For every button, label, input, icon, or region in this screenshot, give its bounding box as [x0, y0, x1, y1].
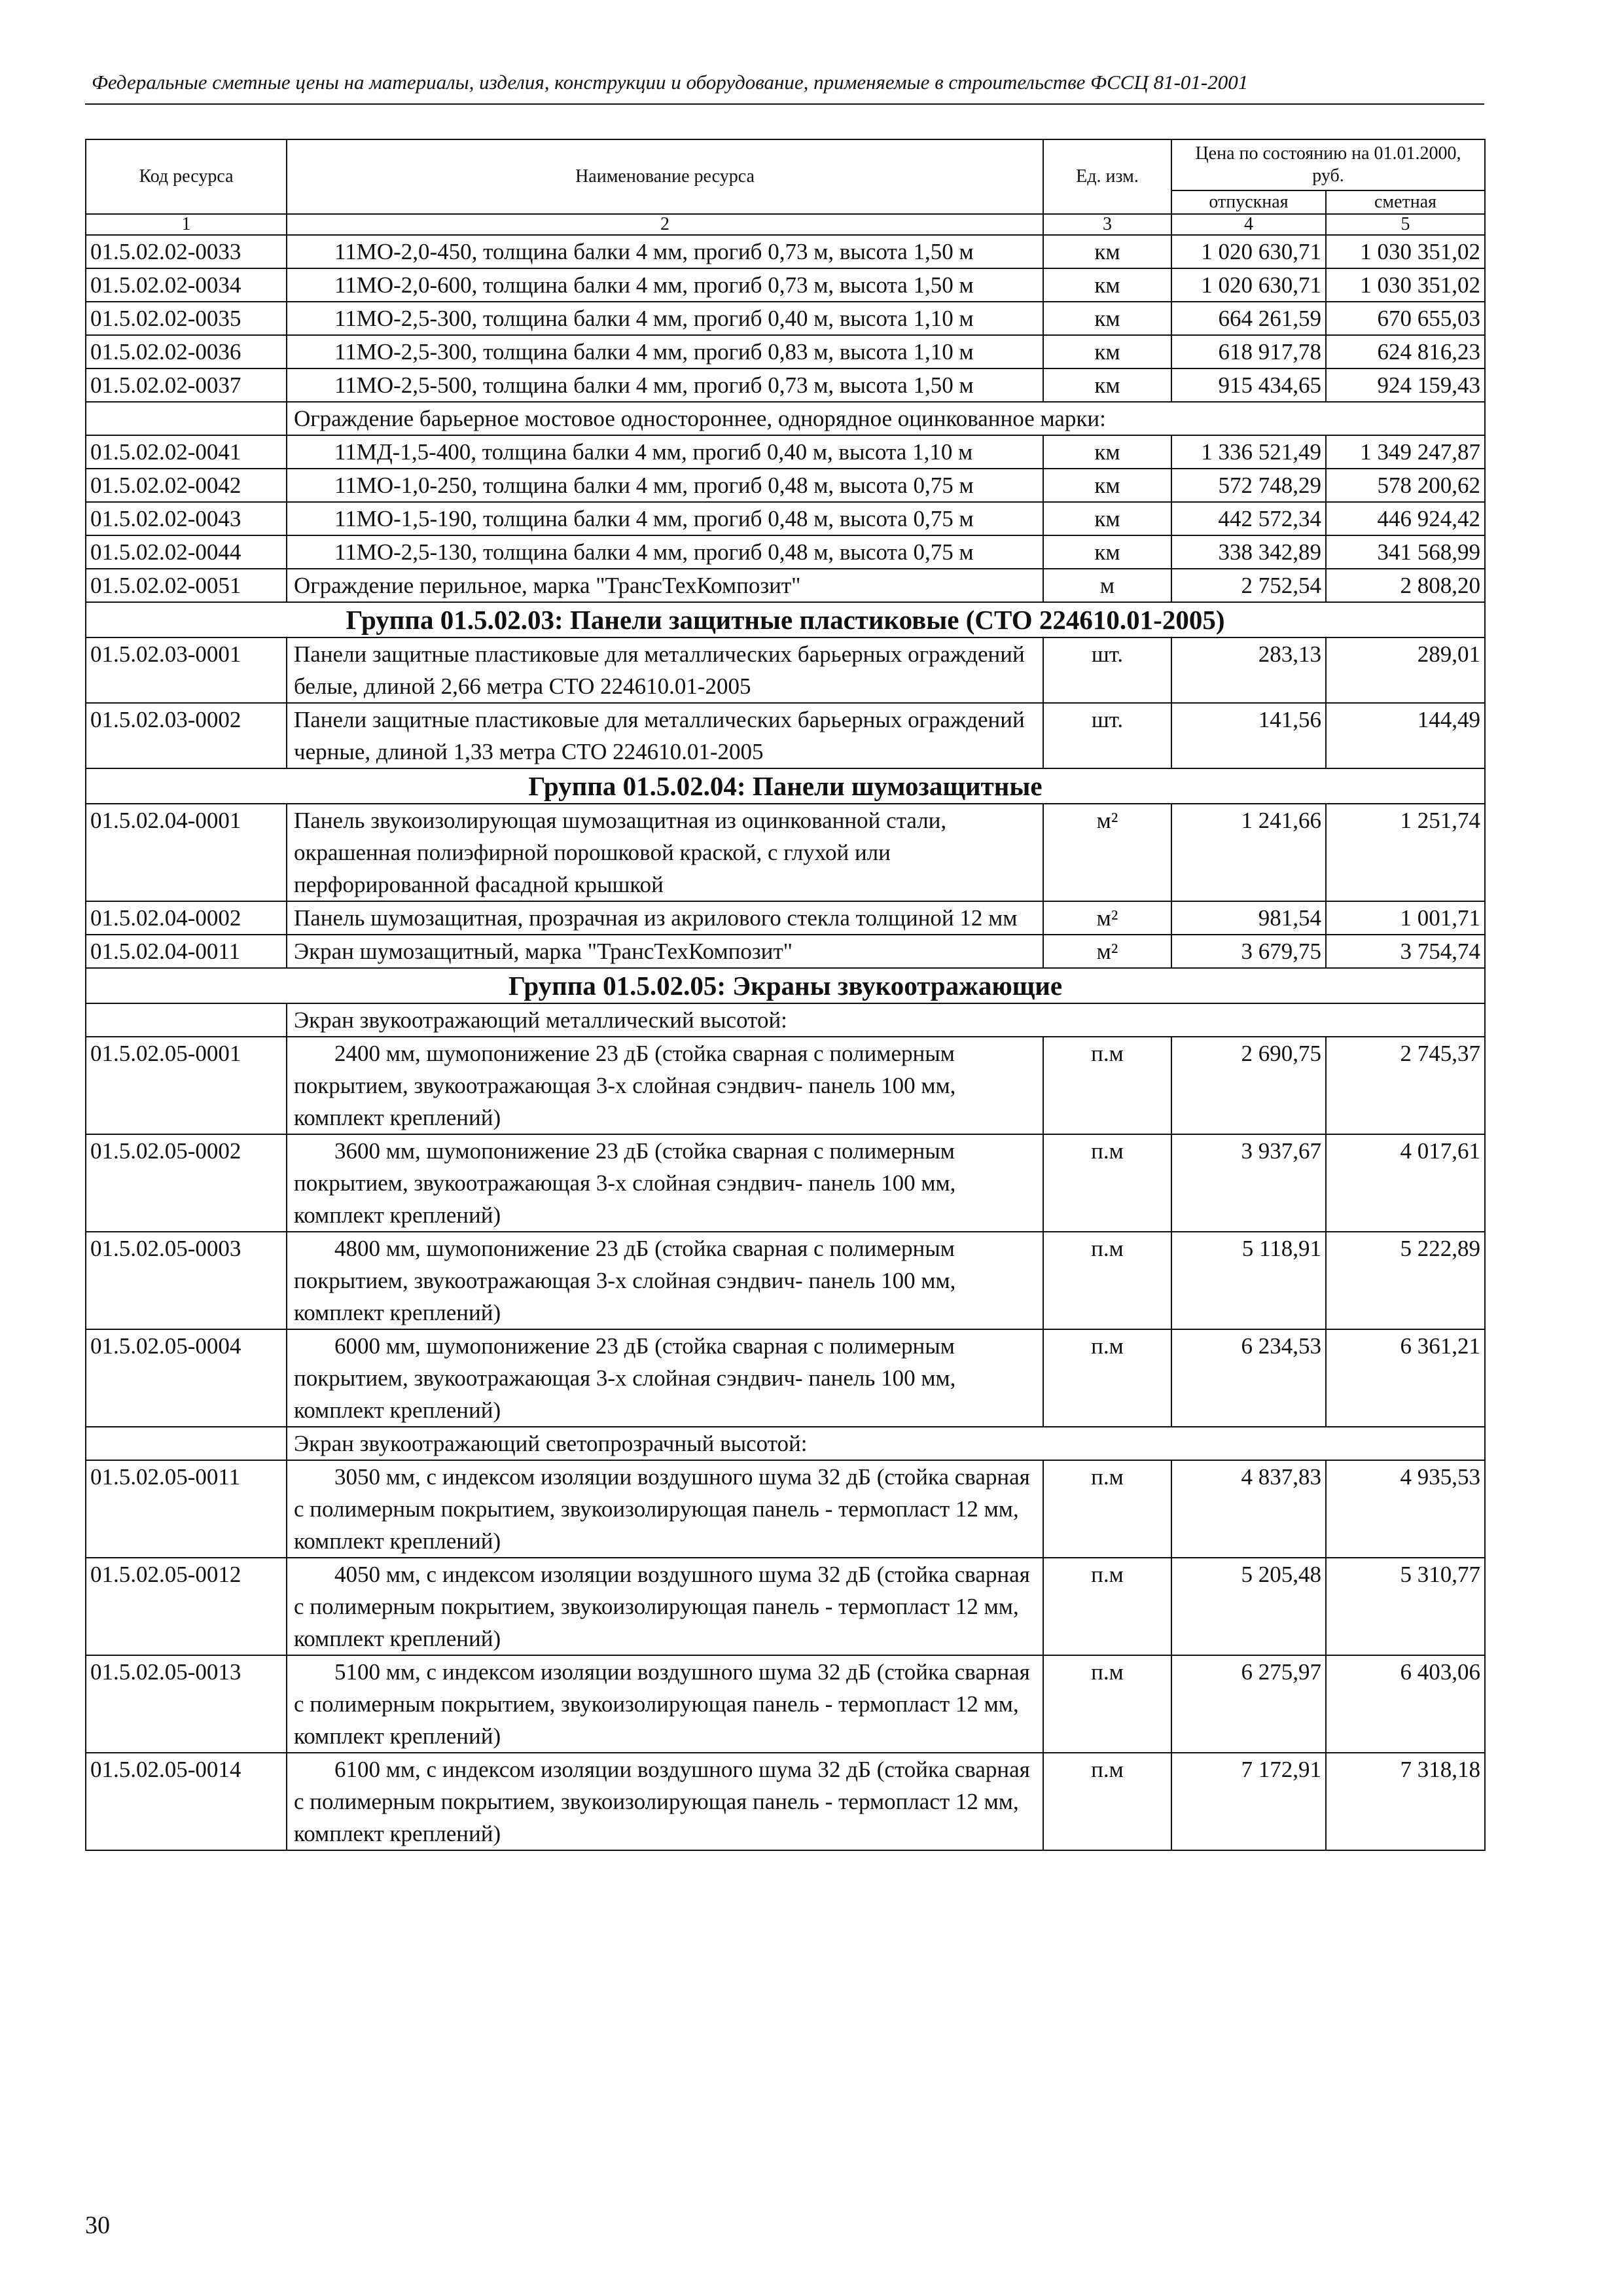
column-numbers-row: [86, 214, 1485, 235]
table-row: [86, 637, 1485, 703]
table-row: [86, 1134, 1485, 1232]
resource-name-text: Панель звукоизолирующая шумозащитная из оцинкованной стали, окрашенная полиэфирной порошковой краской, с глухой или перфорированной фасадной крышкой: [294, 808, 947, 897]
resource-name: [287, 268, 1043, 302]
unit-of-measure: п.м: [1043, 1655, 1171, 1753]
column-number: 4: [1171, 214, 1326, 235]
estimate-price: 578 200,62: [1326, 469, 1485, 502]
resource-name: [287, 935, 1043, 968]
resource-name-text: Экран шумозащитный, марка "ТрансТехКомпозит": [294, 939, 793, 964]
release-price: 3 937,67: [1171, 1134, 1326, 1232]
header-name: Наименование ресурса: [287, 139, 1043, 214]
resource-name: [287, 901, 1043, 935]
unit-of-measure: км: [1043, 268, 1171, 302]
estimate-price: 5 310,77: [1326, 1558, 1485, 1655]
release-price: 664 261,59: [1171, 302, 1326, 335]
resource-code: 01.5.02.03-0001: [86, 637, 287, 703]
table-row: [86, 235, 1485, 268]
resource-name: [287, 1134, 1043, 1232]
release-price: 1 020 630,71: [1171, 268, 1326, 302]
page-number: 30: [85, 2212, 110, 2239]
table-row: [86, 804, 1485, 901]
subheader-text: Экран звукоотражающий светопрозрачный высотой:: [287, 1427, 1485, 1460]
table-row: [86, 368, 1485, 402]
resource-code: 01.5.02.02-0044: [86, 535, 287, 569]
resource-code: 01.5.02.05-0004: [86, 1329, 287, 1427]
resource-name-text: Ограждение перильное, марка "ТрансТехКомпозит": [294, 573, 801, 598]
subheader-text: Ограждение барьерное мостовое одностороннее, однорядное оцинкованное марки:: [287, 402, 1485, 435]
table-row: [86, 469, 1485, 502]
subheader-spacer: [86, 402, 287, 435]
release-price: 6 234,53: [1171, 1329, 1326, 1427]
estimate-price: 624 816,23: [1326, 335, 1485, 368]
resource-name: [287, 235, 1043, 268]
estimate-price: 3 754,74: [1326, 935, 1485, 968]
resource-code: 01.5.02.02-0035: [86, 302, 287, 335]
table-row: [86, 569, 1485, 602]
release-price: 981,54: [1171, 901, 1326, 935]
group-header-row: [86, 768, 1485, 804]
resource-code: 01.5.02.02-0034: [86, 268, 287, 302]
table-row: [86, 335, 1485, 368]
estimate-price: 6 361,21: [1326, 1329, 1485, 1427]
subheader-row: [86, 1003, 1485, 1037]
estimate-price: 5 222,89: [1326, 1232, 1485, 1329]
release-price: 5 118,91: [1171, 1232, 1326, 1329]
resource-name: [287, 1329, 1043, 1427]
estimate-price: 1 001,71: [1326, 901, 1485, 935]
resource-name-text: 4050 мм, с индексом изоляции воздушного шума 32 дБ (стойка сварная с полимерным покрытием, звукоизолирующая панель - термопласт 12 мм, комплект креплений): [294, 1562, 1030, 1651]
resource-code: 01.5.02.05-0003: [86, 1232, 287, 1329]
unit-of-measure: км: [1043, 535, 1171, 569]
group-header-row: [86, 968, 1485, 1003]
unit-of-measure: шт.: [1043, 703, 1171, 768]
unit-of-measure: км: [1043, 302, 1171, 335]
estimate-price: 1 030 351,02: [1326, 235, 1485, 268]
resource-name: [287, 368, 1043, 402]
resource-name: [287, 637, 1043, 703]
unit-of-measure: п.м: [1043, 1037, 1171, 1134]
release-price: 1 020 630,71: [1171, 235, 1326, 268]
resource-name: [287, 804, 1043, 901]
resource-code: 01.5.02.05-0002: [86, 1134, 287, 1232]
unit-of-measure: км: [1043, 335, 1171, 368]
group-header-row: [86, 602, 1485, 637]
running-header: Федеральные сметные цены на материалы, изделия, конструкции и оборудование, применяемые в строительстве ФССЦ 81-01-2001: [92, 71, 1249, 94]
estimate-price: 446 924,42: [1326, 502, 1485, 535]
estimate-price: 144,49: [1326, 703, 1485, 768]
release-price: 4 837,83: [1171, 1460, 1326, 1558]
table-row: [86, 901, 1485, 935]
estimate-price: 1 349 247,87: [1326, 435, 1485, 469]
unit-of-measure: м²: [1043, 804, 1171, 901]
resource-name: [287, 1232, 1043, 1329]
resource-name-text: 11МО-2,5-130, толщина балки 4 мм, прогиб 0,48 м, высота 0,75 м: [334, 539, 974, 565]
header-unit: Ед. изм.: [1043, 139, 1171, 214]
unit-of-measure: п.м: [1043, 1460, 1171, 1558]
resource-code: 01.5.02.02-0033: [86, 235, 287, 268]
resource-name-text: 11МД-1,5-400, толщина балки 4 мм, прогиб 0,40 м, высота 1,10 м: [334, 439, 973, 465]
column-number: 5: [1326, 214, 1485, 235]
table-row: [86, 1232, 1485, 1329]
resource-name: [287, 535, 1043, 569]
release-price: 7 172,91: [1171, 1753, 1326, 1850]
unit-of-measure: шт.: [1043, 637, 1171, 703]
resource-code: 01.5.02.02-0036: [86, 335, 287, 368]
resource-code: 01.5.02.02-0041: [86, 435, 287, 469]
unit-of-measure: км: [1043, 502, 1171, 535]
release-price: 1 336 521,49: [1171, 435, 1326, 469]
table-row: [86, 435, 1485, 469]
resource-code: 01.5.02.05-0012: [86, 1558, 287, 1655]
release-price: 1 241,66: [1171, 804, 1326, 901]
table-row: [86, 1037, 1485, 1134]
resource-name-text: 11МО-2,0-600, толщина балки 4 мм, прогиб 0,73 м, высота 1,50 м: [334, 272, 974, 298]
release-price: 5 205,48: [1171, 1558, 1326, 1655]
subheader-text: Экран звукоотражающий металлический высотой:: [287, 1003, 1485, 1037]
unit-of-measure: п.м: [1043, 1753, 1171, 1850]
unit-of-measure: м²: [1043, 935, 1171, 968]
resource-code: 01.5.02.04-0001: [86, 804, 287, 901]
table-row: [86, 1329, 1485, 1427]
header-estimate-price: сметная: [1326, 190, 1485, 214]
resource-name: [287, 1558, 1043, 1655]
resource-name: [287, 502, 1043, 535]
estimate-price: 1 030 351,02: [1326, 268, 1485, 302]
unit-of-measure: п.м: [1043, 1558, 1171, 1655]
unit-of-measure: км: [1043, 235, 1171, 268]
resource-name-text: 5100 мм, с индексом изоляции воздушного шума 32 дБ (стойка сварная с полимерным покрытием, звукоизолирующая панель - термопласт 12 мм, комплект креплений): [294, 1659, 1030, 1749]
table-row: [86, 935, 1485, 968]
unit-of-measure: км: [1043, 469, 1171, 502]
estimate-price: 2 808,20: [1326, 569, 1485, 602]
group-title: Группа 01.5.02.04: Панели шумозащитные: [86, 768, 1485, 804]
resource-name-text: 2400 мм, шумопонижение 23 дБ (стойка сварная с полимерным покрытием, звукоотражающая 3-х слойная сэндвич- панель 100 мм, комплект креплений): [294, 1041, 956, 1130]
resource-name-text: 11МО-1,0-250, толщина балки 4 мм, прогиб 0,48 м, высота 0,75 м: [334, 473, 974, 498]
unit-of-measure: п.м: [1043, 1329, 1171, 1427]
resource-code: 01.5.02.04-0002: [86, 901, 287, 935]
resource-name-text: 11МО-1,5-190, толщина балки 4 мм, прогиб 0,48 м, высота 0,75 м: [334, 506, 974, 531]
resource-name-text: Панели защитные пластиковые для металлических барьерных ограждений черные, длиной 1,33 метра СТО 224610.01-2005: [294, 707, 1025, 764]
unit-of-measure: км: [1043, 435, 1171, 469]
resource-name-text: 11МО-2,5-500, толщина балки 4 мм, прогиб 0,73 м, высота 1,50 м: [334, 372, 974, 398]
resource-name: [287, 1037, 1043, 1134]
resource-name-text: 6000 мм, шумопонижение 23 дБ (стойка сварная с полимерным покрытием, звукоотражающая 3-х слойная сэндвич- панель 100 мм, комплект креплений): [294, 1333, 956, 1423]
unit-of-measure: м: [1043, 569, 1171, 602]
estimate-price: 4 017,61: [1326, 1134, 1485, 1232]
resource-code: 01.5.02.05-0013: [86, 1655, 287, 1753]
estimate-price: 2 745,37: [1326, 1037, 1485, 1134]
release-price: 2 752,54: [1171, 569, 1326, 602]
resource-name: [287, 703, 1043, 768]
release-price: 141,56: [1171, 703, 1326, 768]
subheader-row: [86, 402, 1485, 435]
group-title: Группа 01.5.02.03: Панели защитные пластиковые (СТО 224610.01-2005): [86, 602, 1485, 637]
resource-code: 01.5.02.04-0011: [86, 935, 287, 968]
table-row: [86, 502, 1485, 535]
resource-code: 01.5.02.02-0043: [86, 502, 287, 535]
resource-name-text: 6100 мм, с индексом изоляции воздушного шума 32 дБ (стойка сварная с полимерным покрытием, звукоизолирующая панель - термопласт 12 мм, комплект креплений): [294, 1757, 1030, 1846]
unit-of-measure: п.м: [1043, 1232, 1171, 1329]
resource-name-text: Панель шумозащитная, прозрачная из акрилового стекла толщиной 12 мм: [294, 905, 1018, 931]
resource-code: 01.5.02.02-0051: [86, 569, 287, 602]
resource-name-text: 11МО-2,5-300, толщина балки 4 мм, прогиб 0,40 м, высота 1,10 м: [334, 306, 974, 331]
estimate-price: 7 318,18: [1326, 1753, 1485, 1850]
column-number: 3: [1043, 214, 1171, 235]
table-body: [86, 235, 1485, 1850]
release-price: 618 917,78: [1171, 335, 1326, 368]
resource-code: 01.5.02.05-0014: [86, 1753, 287, 1850]
resource-name-text: 11МО-2,0-450, толщина балки 4 мм, прогиб 0,73 м, высота 1,50 м: [334, 239, 974, 264]
group-title: Группа 01.5.02.05: Экраны звукоотражающие: [86, 968, 1485, 1003]
resource-code: 01.5.02.02-0037: [86, 368, 287, 402]
resource-name: [287, 1655, 1043, 1753]
resource-name: [287, 469, 1043, 502]
unit-of-measure: км: [1043, 368, 1171, 402]
release-price: 6 275,97: [1171, 1655, 1326, 1753]
release-price: 915 434,65: [1171, 368, 1326, 402]
release-price: 338 342,89: [1171, 535, 1326, 569]
table-row: [86, 535, 1485, 569]
estimate-price: 1 251,74: [1326, 804, 1485, 901]
resource-name-text: 11МО-2,5-300, толщина балки 4 мм, прогиб 0,83 м, высота 1,10 м: [334, 339, 974, 365]
resource-name: [287, 1753, 1043, 1850]
table-row: [86, 1655, 1485, 1753]
price-table: [85, 139, 1486, 1851]
subheader-spacer: [86, 1003, 287, 1037]
subheader-spacer: [86, 1427, 287, 1460]
column-number: 1: [86, 214, 287, 235]
estimate-price: 4 935,53: [1326, 1460, 1485, 1558]
subheader-row: [86, 1427, 1485, 1460]
release-price: 442 572,34: [1171, 502, 1326, 535]
resource-code: 01.5.02.03-0002: [86, 703, 287, 768]
header-price-group: Цена по состоянию на 01.01.2000, руб.: [1171, 139, 1485, 190]
resource-name-text: Панели защитные пластиковые для металлических барьерных ограждений белые, длиной 2,66 метра СТО 224610.01-2005: [294, 641, 1025, 699]
table-row: [86, 703, 1485, 768]
resource-code: 01.5.02.05-0001: [86, 1037, 287, 1134]
resource-name: [287, 1460, 1043, 1558]
header-code: Код ресурса: [86, 139, 287, 214]
release-price: 283,13: [1171, 637, 1326, 703]
resource-name: [287, 302, 1043, 335]
resource-name: [287, 435, 1043, 469]
unit-of-measure: м²: [1043, 901, 1171, 935]
resource-name-text: 4800 мм, шумопонижение 23 дБ (стойка сварная с полимерным покрытием, звукоотражающая 3-х слойная сэндвич- панель 100 мм, комплект креплений): [294, 1236, 956, 1325]
table-header: [86, 139, 1485, 235]
resource-name: [287, 569, 1043, 602]
estimate-price: 670 655,03: [1326, 302, 1485, 335]
table-row: [86, 1460, 1485, 1558]
header-release-price: отпускная: [1171, 190, 1326, 214]
resource-code: 01.5.02.02-0042: [86, 469, 287, 502]
table-row: [86, 1753, 1485, 1850]
estimate-price: 6 403,06: [1326, 1655, 1485, 1753]
estimate-price: 341 568,99: [1326, 535, 1485, 569]
resource-name-text: 3050 мм, с индексом изоляции воздушного шума 32 дБ (стойка сварная с полимерным покрытием, звукоизолирующая панель - термопласт 12 мм, комплект креплений): [294, 1464, 1030, 1554]
column-number: 2: [287, 214, 1043, 235]
resource-name-text: 3600 мм, шумопонижение 23 дБ (стойка сварная с полимерным покрытием, звукоотражающая 3-х слойная сэндвич- панель 100 мм, комплект креплений): [294, 1138, 956, 1228]
unit-of-measure: п.м: [1043, 1134, 1171, 1232]
release-price: 3 679,75: [1171, 935, 1326, 968]
resource-code: 01.5.02.05-0011: [86, 1460, 287, 1558]
estimate-price: 289,01: [1326, 637, 1485, 703]
header-rule: [85, 103, 1484, 105]
resource-name: [287, 335, 1043, 368]
table-row: [86, 302, 1485, 335]
table-row: [86, 268, 1485, 302]
release-price: 2 690,75: [1171, 1037, 1326, 1134]
release-price: 572 748,29: [1171, 469, 1326, 502]
table-row: [86, 1558, 1485, 1655]
estimate-price: 924 159,43: [1326, 368, 1485, 402]
